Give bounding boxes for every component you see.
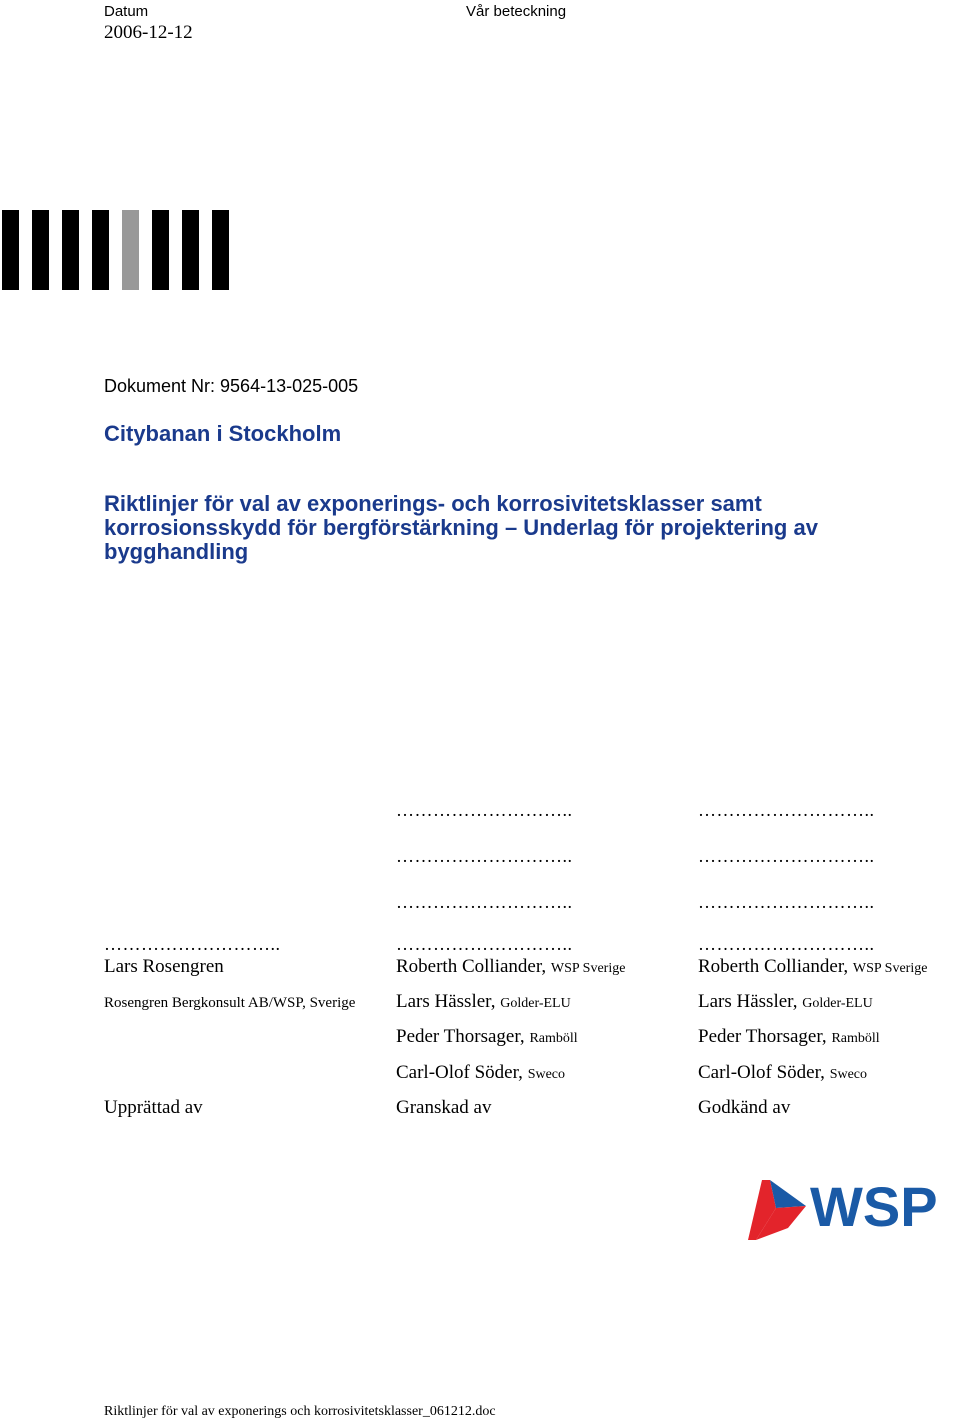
document-title-line: bygghandling bbox=[104, 539, 249, 564]
signature-line: ……………………….. bbox=[698, 800, 875, 820]
document-title bbox=[104, 492, 954, 564]
footer-filename: Riktlinjer för val av exponerings och korrosivitetsklasser_061212.doc bbox=[104, 1404, 496, 1419]
reviewer-entry: Roberth Colliander, WSP Sverige bbox=[396, 956, 626, 977]
reviewer-entry: Lars Hässler, Golder-ELU bbox=[396, 991, 571, 1012]
document-number: Dokument Nr: 9564-13-025-005 bbox=[104, 376, 359, 396]
signature-line: ……………………….. bbox=[104, 934, 281, 954]
barcode-bar bbox=[182, 210, 199, 290]
signature-line: ……………………….. bbox=[396, 892, 573, 912]
barcode-bar bbox=[152, 210, 169, 290]
signature-line: ……………………….. bbox=[396, 934, 573, 954]
barcode-graphic bbox=[2, 210, 229, 290]
prepared-by-name: Lars Rosengren bbox=[104, 956, 224, 977]
barcode-bar bbox=[212, 210, 229, 290]
approved-by-label: Godkänd av bbox=[698, 1097, 791, 1118]
signature-line: ……………………….. bbox=[698, 934, 875, 954]
document-title-line: Riktlinjer för val av exponerings- och korrosivitetsklasser samt bbox=[104, 491, 762, 516]
barcode-bar bbox=[122, 210, 139, 290]
prepared-by-organization: Rosengren Bergkonsult AB/WSP, Sverige bbox=[104, 995, 356, 1011]
document-title-line: korrosionsskydd för bergförstärkning – Underlag för projektering av bbox=[104, 515, 818, 540]
date-label: Datum bbox=[104, 3, 149, 20]
signature-line: ……………………….. bbox=[698, 846, 875, 866]
reviewer-entry: Peder Thorsager, Ramböll bbox=[396, 1026, 578, 1047]
barcode-bar bbox=[2, 210, 19, 290]
wsp-logo bbox=[740, 1168, 950, 1248]
barcode-bar bbox=[92, 210, 109, 290]
signature-line: ……………………….. bbox=[396, 846, 573, 866]
signature-line: ……………………….. bbox=[698, 892, 875, 912]
project-title: Citybanan i Stockholm bbox=[104, 421, 342, 446]
barcode-bar bbox=[62, 210, 79, 290]
approver-entry: Peder Thorsager, Ramböll bbox=[698, 1026, 880, 1047]
barcode-bar bbox=[32, 210, 49, 290]
reviewer-entry: Carl-Olof Söder, Sweco bbox=[396, 1062, 566, 1083]
reference-label: Vår beteckning bbox=[466, 3, 567, 20]
approver-entry: Carl-Olof Söder, Sweco bbox=[698, 1062, 868, 1083]
prepared-by-label: Upprättad av bbox=[104, 1097, 203, 1118]
approver-entry: Roberth Colliander, WSP Sverige bbox=[698, 956, 928, 977]
reviewed-by-label: Granskad av bbox=[396, 1097, 492, 1118]
signature-line: ……………………….. bbox=[396, 800, 573, 820]
approver-entry: Lars Hässler, Golder-ELU bbox=[698, 991, 873, 1012]
date-value: 2006-12-12 bbox=[104, 22, 193, 43]
wsp-logo-text: WSP bbox=[810, 1175, 938, 1238]
wsp-logo-mark bbox=[748, 1180, 806, 1240]
